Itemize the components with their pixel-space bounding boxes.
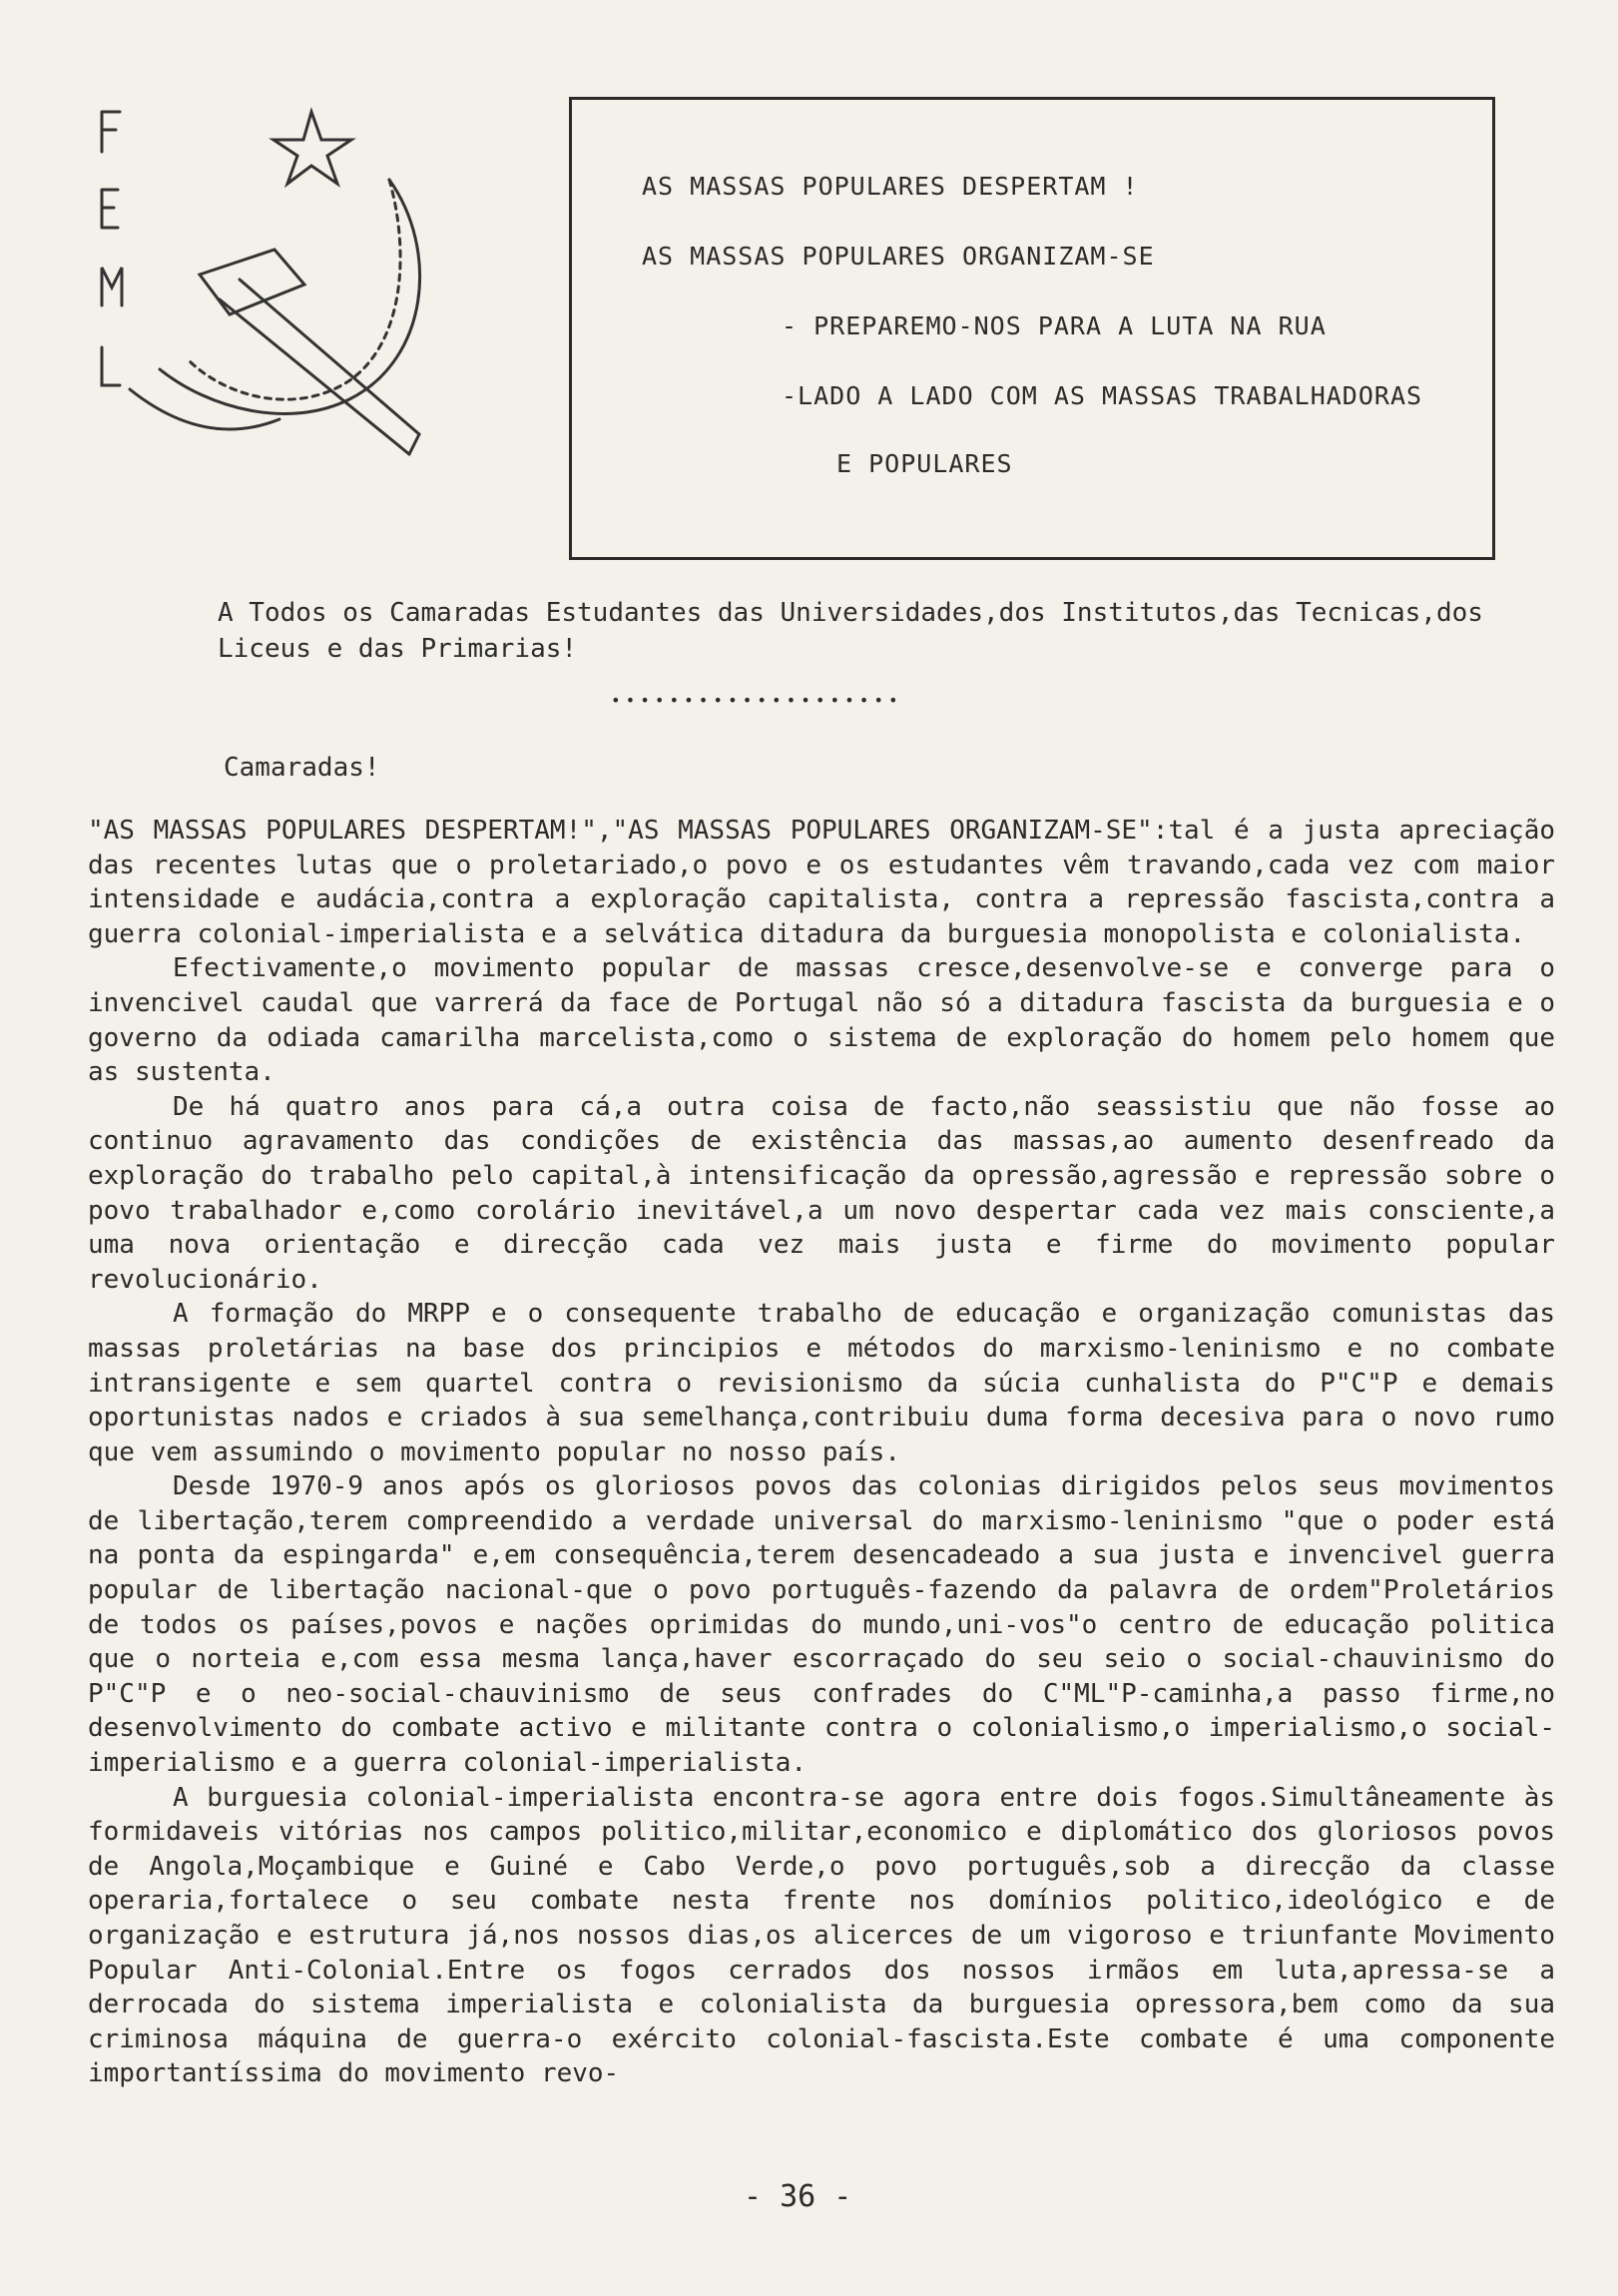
slogan-line: AS MASSAS POPULARES ORGANIZAM-SE (642, 242, 1155, 271)
hammer-sickle-icon (90, 100, 469, 499)
slogan-line: - PREPAREMO-NOS PARA A LUTA NA RUA (782, 311, 1327, 340)
slogan-line: -LADO A LADO COM AS MASSAS TRABALHADORAS (782, 381, 1423, 410)
paragraph: Desde 1970-9 anos após os gloriosos povos das colonias dirigidos pelos seus movimentos de libertação,terem compreendido a verdade universal do marxismo-leninismo "que o poder está na ponta da espingarda" e,em consequência,terem desencadeado a sua justa e invencivel guerra popular de libertação nacional-que o povo português-fazendo da palavra de ordem"Proletários de todos os países,povos e nações oprimidas do mundo,uni-vos"o centro de educação politica que o norteia e,com essa mesma lança,haver escorraçado do seu seio o social-chauvinismo do P"C"P e o neo-social-chauvinismo de seus confrades do C"ML"P-caminha,a passo firme,no desenvolvimento do combate activo e militante contra o colonialismo,o imperialismo,o social-imperialismo e a guerra colonial-imperialista. (88, 1471, 1555, 1779)
paragraph: Efectivamente,o movimento popular de massas cresce,desenvolve-se e converge para o invencivel caudal que varrerá da face de Portugal não só a ditadura fascista da burguesia e o governo da odiada camarilha marcelista,como o sistema de exploração do homem pelo homem que as sustenta. (88, 953, 1555, 1088)
paragraph: A formação do MRPP e o consequente trabalho de educação e organização comunistas das massas proletárias na base dos principios e métodos do marxismo-leninismo e no combate intransigente e sem quartel contra o revisionismo da súcia cunhalista do P"C"P e demais oportunistas nados e criados à sua semelhança,contribuiu duma forma decesiva para o novo rumo que vem assumindo o movimento popular no nosso país. (88, 1299, 1555, 1467)
paragraph: "AS MASSAS POPULARES DESPERTAM!","AS MASSAS POPULARES ORGANIZAM-SE":tal é a justa apreciação das recentes lutas que o proletariado,o povo e os estudantes vêm travando,cada vez com maior intensidade e audácia,contra a exploração capitalista, contra a repressão fascista,contra a guerra colonial-imperialista e a selvática ditadura da burguesia monopolista e colonialista. (88, 816, 1555, 949)
address-heading: A Todos os Camaradas Estudantes das Universidades,dos Institutos,das Tecnicas,dos Liceus e das Primarias! (218, 598, 1483, 664)
body-text (88, 814, 1555, 2091)
slogan-line: AS MASSAS POPULARES DESPERTAM ! (642, 172, 1139, 201)
paragraph: De há quatro anos para cá,a outra coisa de facto,não seassistiu que não fosse ao continuo agravamento das condições de existência das massas,ao aumento desenfreado da exploração do trabalho pelo capital,à intensificação da opressão,agressão e repressão sobre o povo trabalhador e,como corolário inevitável,a um novo despertar cada vez mais consciente,a uma nova orientação e direcção cada vez mais justa e firme do movimento popular revolucionário. (88, 1091, 1555, 1295)
slogan-line: E POPULARES (836, 449, 1013, 478)
greeting: Camaradas! (224, 753, 380, 783)
slogan-box (569, 97, 1495, 560)
paragraph: A burguesia colonial-imperialista encontra-se agora entre dois fogos.Simultâneamente às formidaveis vitórias nos campos politico,militar,economico e diplomático dos gloriosos povos de Angola,Moçambique e Guiné e Cabo Verde,o povo português,sob a direcção da classe operaria,fortalece o seu combate nesta frente nos domínios politico,ideológico e de organização e estrutura já,nos nossos dias,os alicerces de um vigoroso e triunfante Movimento Popular Anti-Colonial.Entre os fogos cerrados dos nossos irmãos em luta,apressa-se a derrocada do sistema imperialista e colonialista da burguesia opressora,bem como da sua criminosa máquina de guerra-o exército colonial-fascista.Este combate é uma componente importantíssima do movimento revo- (88, 1782, 1555, 2089)
page-number: - 36 - (744, 2179, 852, 2214)
separator: •••••••••••••••••••• (611, 691, 903, 710)
hammer-sickle-star-logo (90, 100, 469, 499)
